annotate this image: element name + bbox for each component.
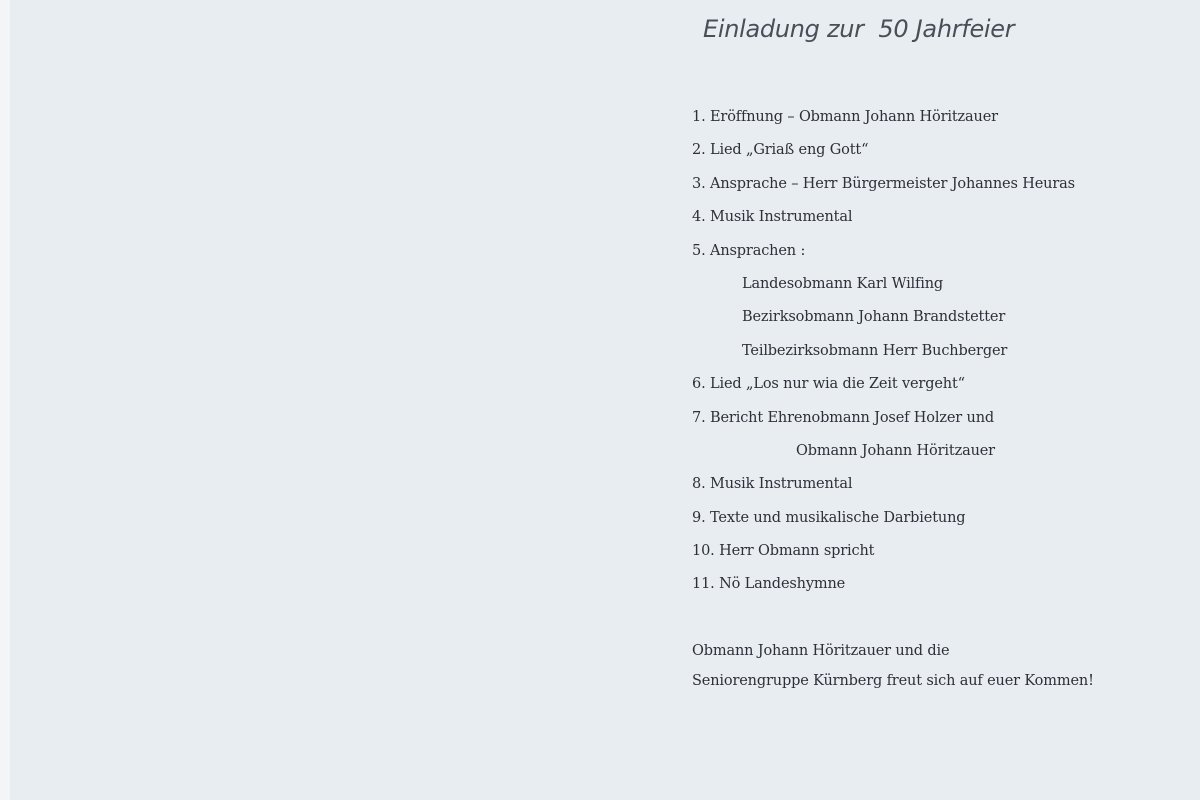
program-item: 4. Musik Instrumental xyxy=(692,209,853,226)
program-subitem: Landesobmann Karl Wilfing xyxy=(742,275,944,292)
program-list xyxy=(692,107,1075,608)
program-item: 1. Eröffnung – Obmann Johann Höritzauer xyxy=(692,109,998,125)
invitation-title: Einladung zur 50 Jahrfeier xyxy=(703,15,1015,43)
closing-line: Obmann Johann Höritzauer und die xyxy=(692,643,950,659)
program-item: 11. Nö Landeshymne xyxy=(692,576,846,593)
program-item: 10. Herr Obmann spricht xyxy=(692,543,875,560)
program-item: 2. Lied „Griaß eng Gott“ xyxy=(692,142,869,159)
closing-line: Seniorengruppe Kürnberg freut sich auf euer Kommen! xyxy=(692,673,1094,689)
program-subitem: Bezirksobmann Johann Brandstetter xyxy=(742,309,1006,326)
program-item: 5. Ansprachen : xyxy=(692,242,806,259)
program-item: 9. Texte und musikalische Darbietung xyxy=(692,509,966,526)
program-item-continuation: Obmann Johann Höritzauer xyxy=(796,442,995,459)
program-item: 3. Ansprache – Herr Bürgermeister Johannes Heuras xyxy=(692,175,1075,192)
closing-note xyxy=(692,641,1094,701)
program-item: 7. Bericht Ehrenobmann Josef Holzer und xyxy=(692,409,995,426)
program-item: 6. Lied „Los nur wia die Zeit vergeht“ xyxy=(692,376,965,393)
program-item: 8. Musik Instrumental xyxy=(692,476,853,493)
page-edge xyxy=(0,0,10,800)
program-subitem: Teilbezirksobmann Herr Buchberger xyxy=(742,342,1008,359)
